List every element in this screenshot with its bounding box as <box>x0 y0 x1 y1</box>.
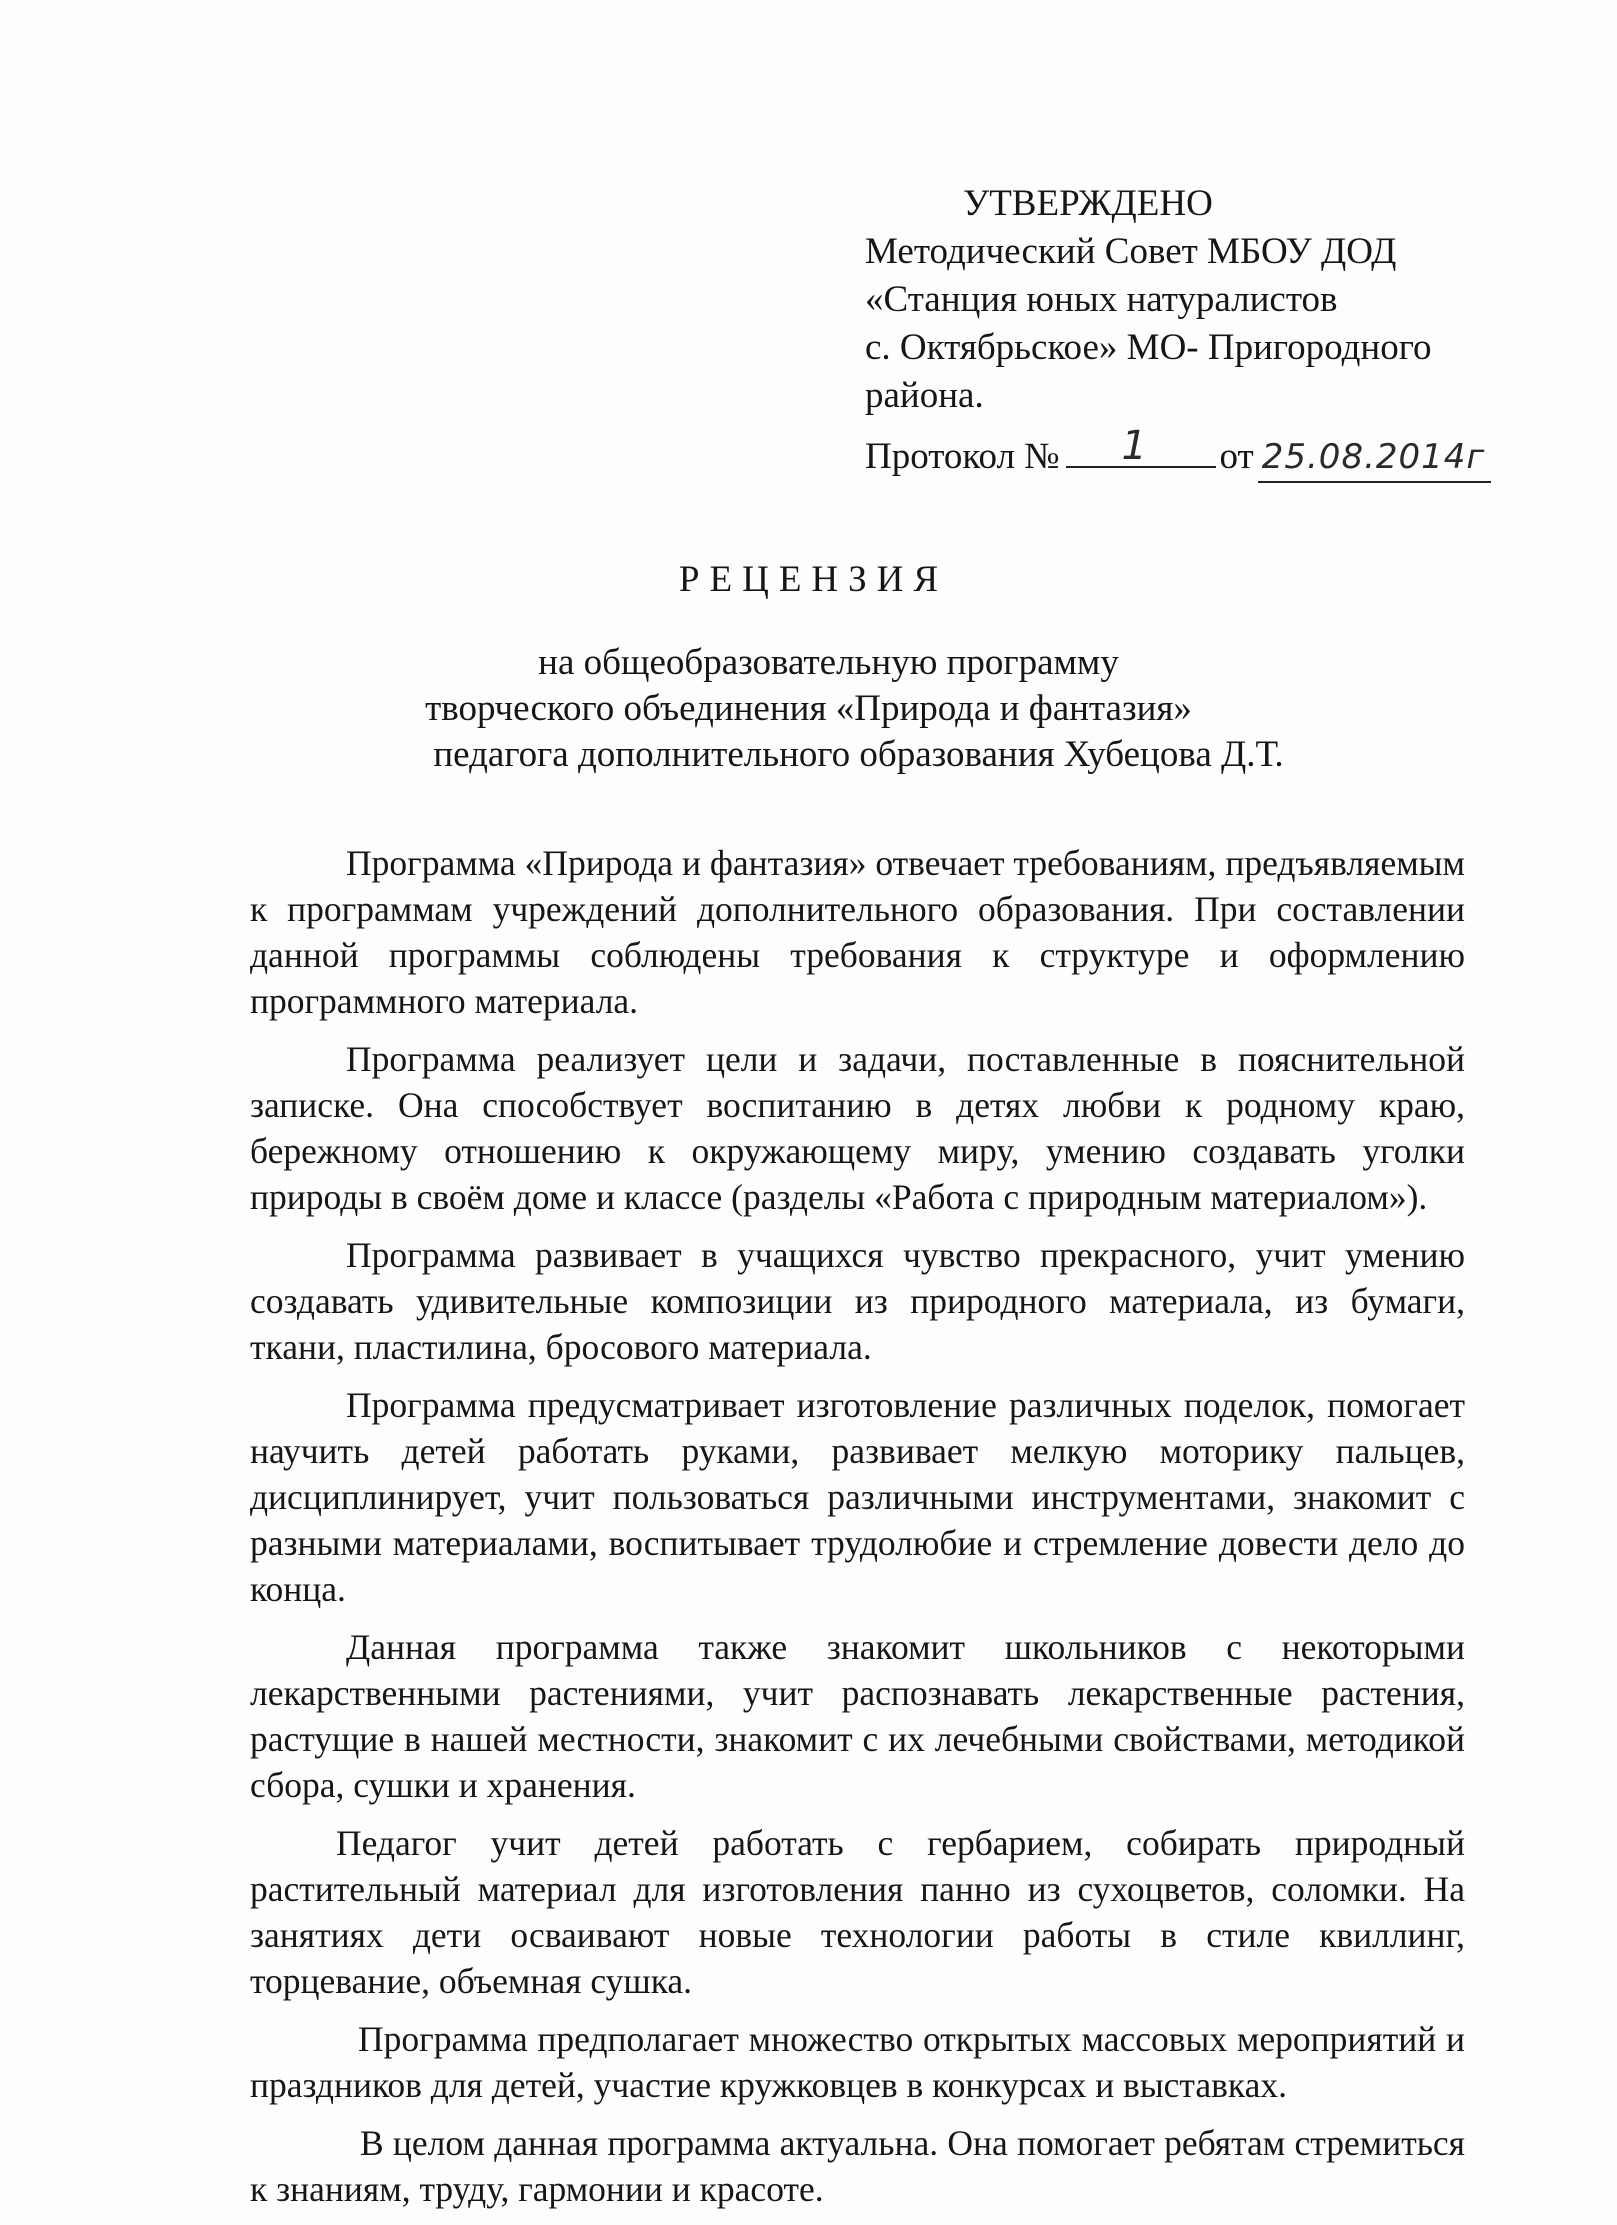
approval-block <box>865 180 1565 420</box>
review-paragraph: Программа предполагает множество открытых массовых мероприятий и праздников для детей, участие кружковцев в конкурсах и выставках. <box>250 2019 1465 2105</box>
approval-heading: УТВЕРЖДЕНО <box>963 183 1213 224</box>
subtitle-line: на общеобразовательную программу <box>538 642 1119 683</box>
protocol-label: Протокол № <box>865 436 1060 477</box>
approval-line: с. Октябрьское» МО- Пригородного <box>865 327 1432 368</box>
protocol-date-handwritten: 25.08.2014г <box>1261 437 1486 477</box>
approval-line: «Станция юных натуралистов <box>865 279 1338 320</box>
approval-line: района. <box>865 375 984 416</box>
protocol-number-handwritten: 1 <box>1121 423 1147 469</box>
review-paragraph: Программа развивает в учащихся чувство прекрасного, учит умению создавать удивительные композиции из природного материала, из бумаги, ткани, пластилина, бросового материала. <box>250 1235 1465 1367</box>
approval-line: Методический Совет МБОУ ДОД <box>865 231 1397 272</box>
review-paragraph: Программа реализует цели и задачи, поставленные в пояснительной записке. Она способствует воспитанию в детях любви к родному краю, бережному отношению к окружающему миру, умению создавать уголки природы в своём доме и классе (разделы «Работа с природным материалом»). <box>250 1039 1465 1217</box>
review-body <box>250 840 1465 2224</box>
protocol-date-blank <box>1258 433 1492 483</box>
protocol-from-label: от <box>1219 436 1254 477</box>
document-subtitle <box>0 640 1617 778</box>
protocol-line <box>865 423 1491 483</box>
review-paragraph: В целом данная программа актуальна. Она помогает ребятам стремиться к знаниям, труду, гармонии и красоте. <box>250 2123 1465 2209</box>
subtitle-line: педагога дополнительного образования Хубецова Д.Т. <box>433 734 1284 775</box>
protocol-number-blank <box>1066 423 1216 469</box>
review-paragraph: Программа предусматривает изготовление различных поделок, помогает научить детей работать руками, развивает мелкую моторику пальцев, дисциплинирует, учит пользоваться различными инструментами, знакомит с разными материалами, воспитывает трудолюбие и стремление довести дело до конца. <box>250 1385 1465 1609</box>
review-paragraph: Данная программа также знакомит школьников с некоторыми лекарственными растениями, учит распознавать лекарственные растения, растущие в нашей местности, знакомит с их лечебными свойствами, методикой сбора, сушки и хранения. <box>250 1627 1465 1805</box>
review-paragraph: Программа «Природа и фантазия» отвечает требованиям, предъявляемым к программам учреждений дополнительного образования. При составлении данной программы соблюдены требования к структуре и оформлению программного материала. <box>250 843 1465 1021</box>
subtitle-line: творческого объединения «Природа и фантазия» <box>425 688 1192 729</box>
review-paragraph: Педагог учит детей работать с гербарием, собирать природный растительный материал для изготовления панно из сухоцветов, соломки. На занятиях дети осваивают новые технологии работы в стиле квиллинг, торцевание, объемная сушка. <box>250 1823 1465 2001</box>
document-title: РЕЦЕНЗИЯ <box>678 559 949 600</box>
